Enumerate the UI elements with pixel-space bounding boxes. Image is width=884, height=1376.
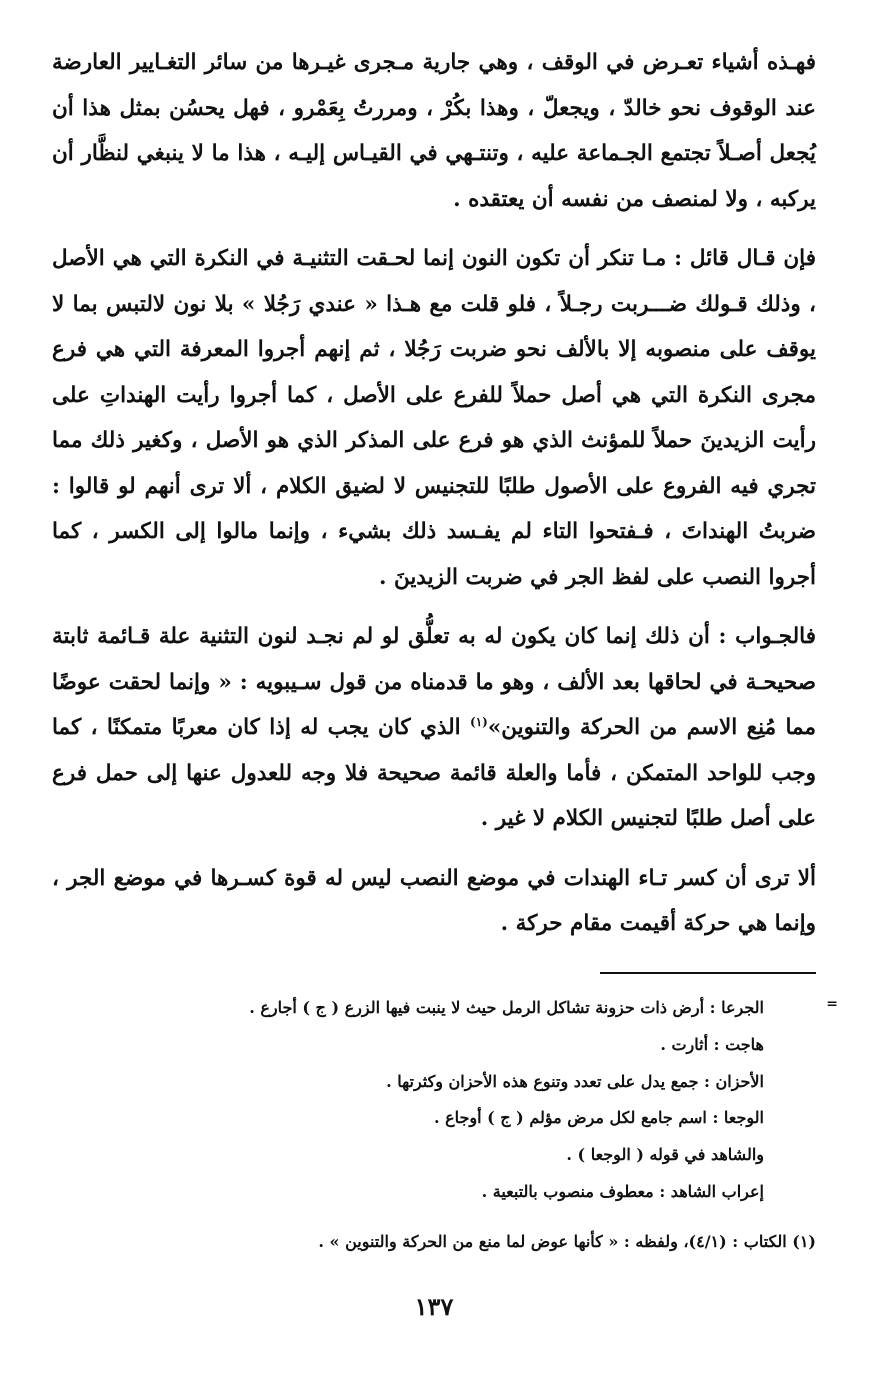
separator-line: [600, 972, 816, 974]
glossary-notes: [52, 990, 764, 1211]
margin-mark: =: [826, 996, 838, 1012]
note-line: الأحزان : جمع يدل على تعدد وتنوع هذه الأحزان وكثرتها .: [386, 1071, 764, 1091]
note-line: والشاهد في قوله ( الوجعا ) .: [566, 1145, 764, 1165]
page-number: ١٣٧: [414, 1292, 454, 1321]
footnote: (١) الكتاب : (٤/١)، ولفظه : « كأنها عوض لما منع من الحركة والتنوين » .: [318, 1232, 816, 1251]
note-line: الوجعا : اسم جامع لكل مرض مؤلم ( ج ) أوجاع .: [433, 1108, 764, 1128]
book-page: [52, 40, 838, 1340]
note-line: الجرعا : أرض ذات حزونة تشاكل الرمل حيث لا ينبت فيها الزرع ( ج ) أجارع .: [249, 998, 764, 1017]
paragraph-3: [52, 614, 816, 842]
footnote-separator: [52, 972, 816, 978]
note-line: إعراب الشاهد : معطوف منصوب بالتبعية .: [481, 1181, 764, 1201]
paragraph-1: فهـذه أشياء تعـرض في الوقف ، وهي جارية مـجرى غيـرها من سائر التغـايير العارضة عند الوقوف نحو خالدّ ، ويجعلّ ، وهذا بكُرْ ، ومررتُ بِعَمْرو ، فهل يحسُن بمثل هذا أن يُجعل أصـلاً تجتمع الجـماعة عليه ، وتنتـهي في القيـاس إليـه ، هذا ما لا ينبغي لنظَّار أن يركبه ، ولا لمنصف من نفسه أن يعتقده .: [52, 50, 816, 212]
paragraph-2: فإن قـال قائل : مـا تنكر أن تكون النون إنما لحـقت التثنيـة في النكرة التي هي الأصل ، وذلك قـولك ضـــربت رجـلاً ، فلو قلت مع هـذا « عندي رَجُلا » بلا نون لالتبس بما لا يوقف على منصوبه إلا بالألف نحو ضربت رَجُلا ، ثم إنهم أجروا المعرفة التي هي فرع مجرى النكرة التي هي أصل حملاً للفرع على الأصل ، كما أجروا رأيت الهنداتِ على رأيت الزيدينَ حملاً للمؤنث الذي هو فرع على المذكر الذي هو الأصل ، وكغير ذلك مما تجري فيه الفروع على الأصول طلبًا للتجنيس لا لضيق الكلام ، ألا ترى أنهم لو قالوا : ضربتُ الهنداتَ ، فـفتحوا التاء لم يفـسد ذلك بشيء ، وإنما مالوا إلى الكسر ، كما أجروا النصب على لفظ الجر في ضربت الزيدينَ .: [52, 246, 816, 590]
note-line: هاجت : أثارت .: [660, 1034, 764, 1054]
paragraph-4: ألا ترى أن كسر تـاء الهندات في موضع النصب ليس له قوة كسـرها في موضع الجر ، وإنما هي حركة أقيمت مقام حركة .: [52, 865, 816, 936]
paragraph-3-start: فالجـواب : أن ذلك إنما كان يكون له به تعلُّق لو لم نجـد لنون التثنية علة قـائمة ثابتة صحيحـة في لحاقها بعد الألف ، وهو ما قدمناه من قول سـيبويه : « وإنما لحقت عوضًا مما مُنِع الاسم من الحركة والتنوين»: [52, 624, 816, 740]
footnote-marker: (١): [470, 714, 488, 729]
paragraph-3-end: الذي كان يجب له إذا كان معربًا متمكنًا ، كما وجب للواحد المتمكن ، فأما والعلة قائمة صحيحة فلا وجه للعدول عنها إلى حمل فرع على أصل طلبًا لتجنيس الكلام لا غير .: [52, 715, 816, 831]
